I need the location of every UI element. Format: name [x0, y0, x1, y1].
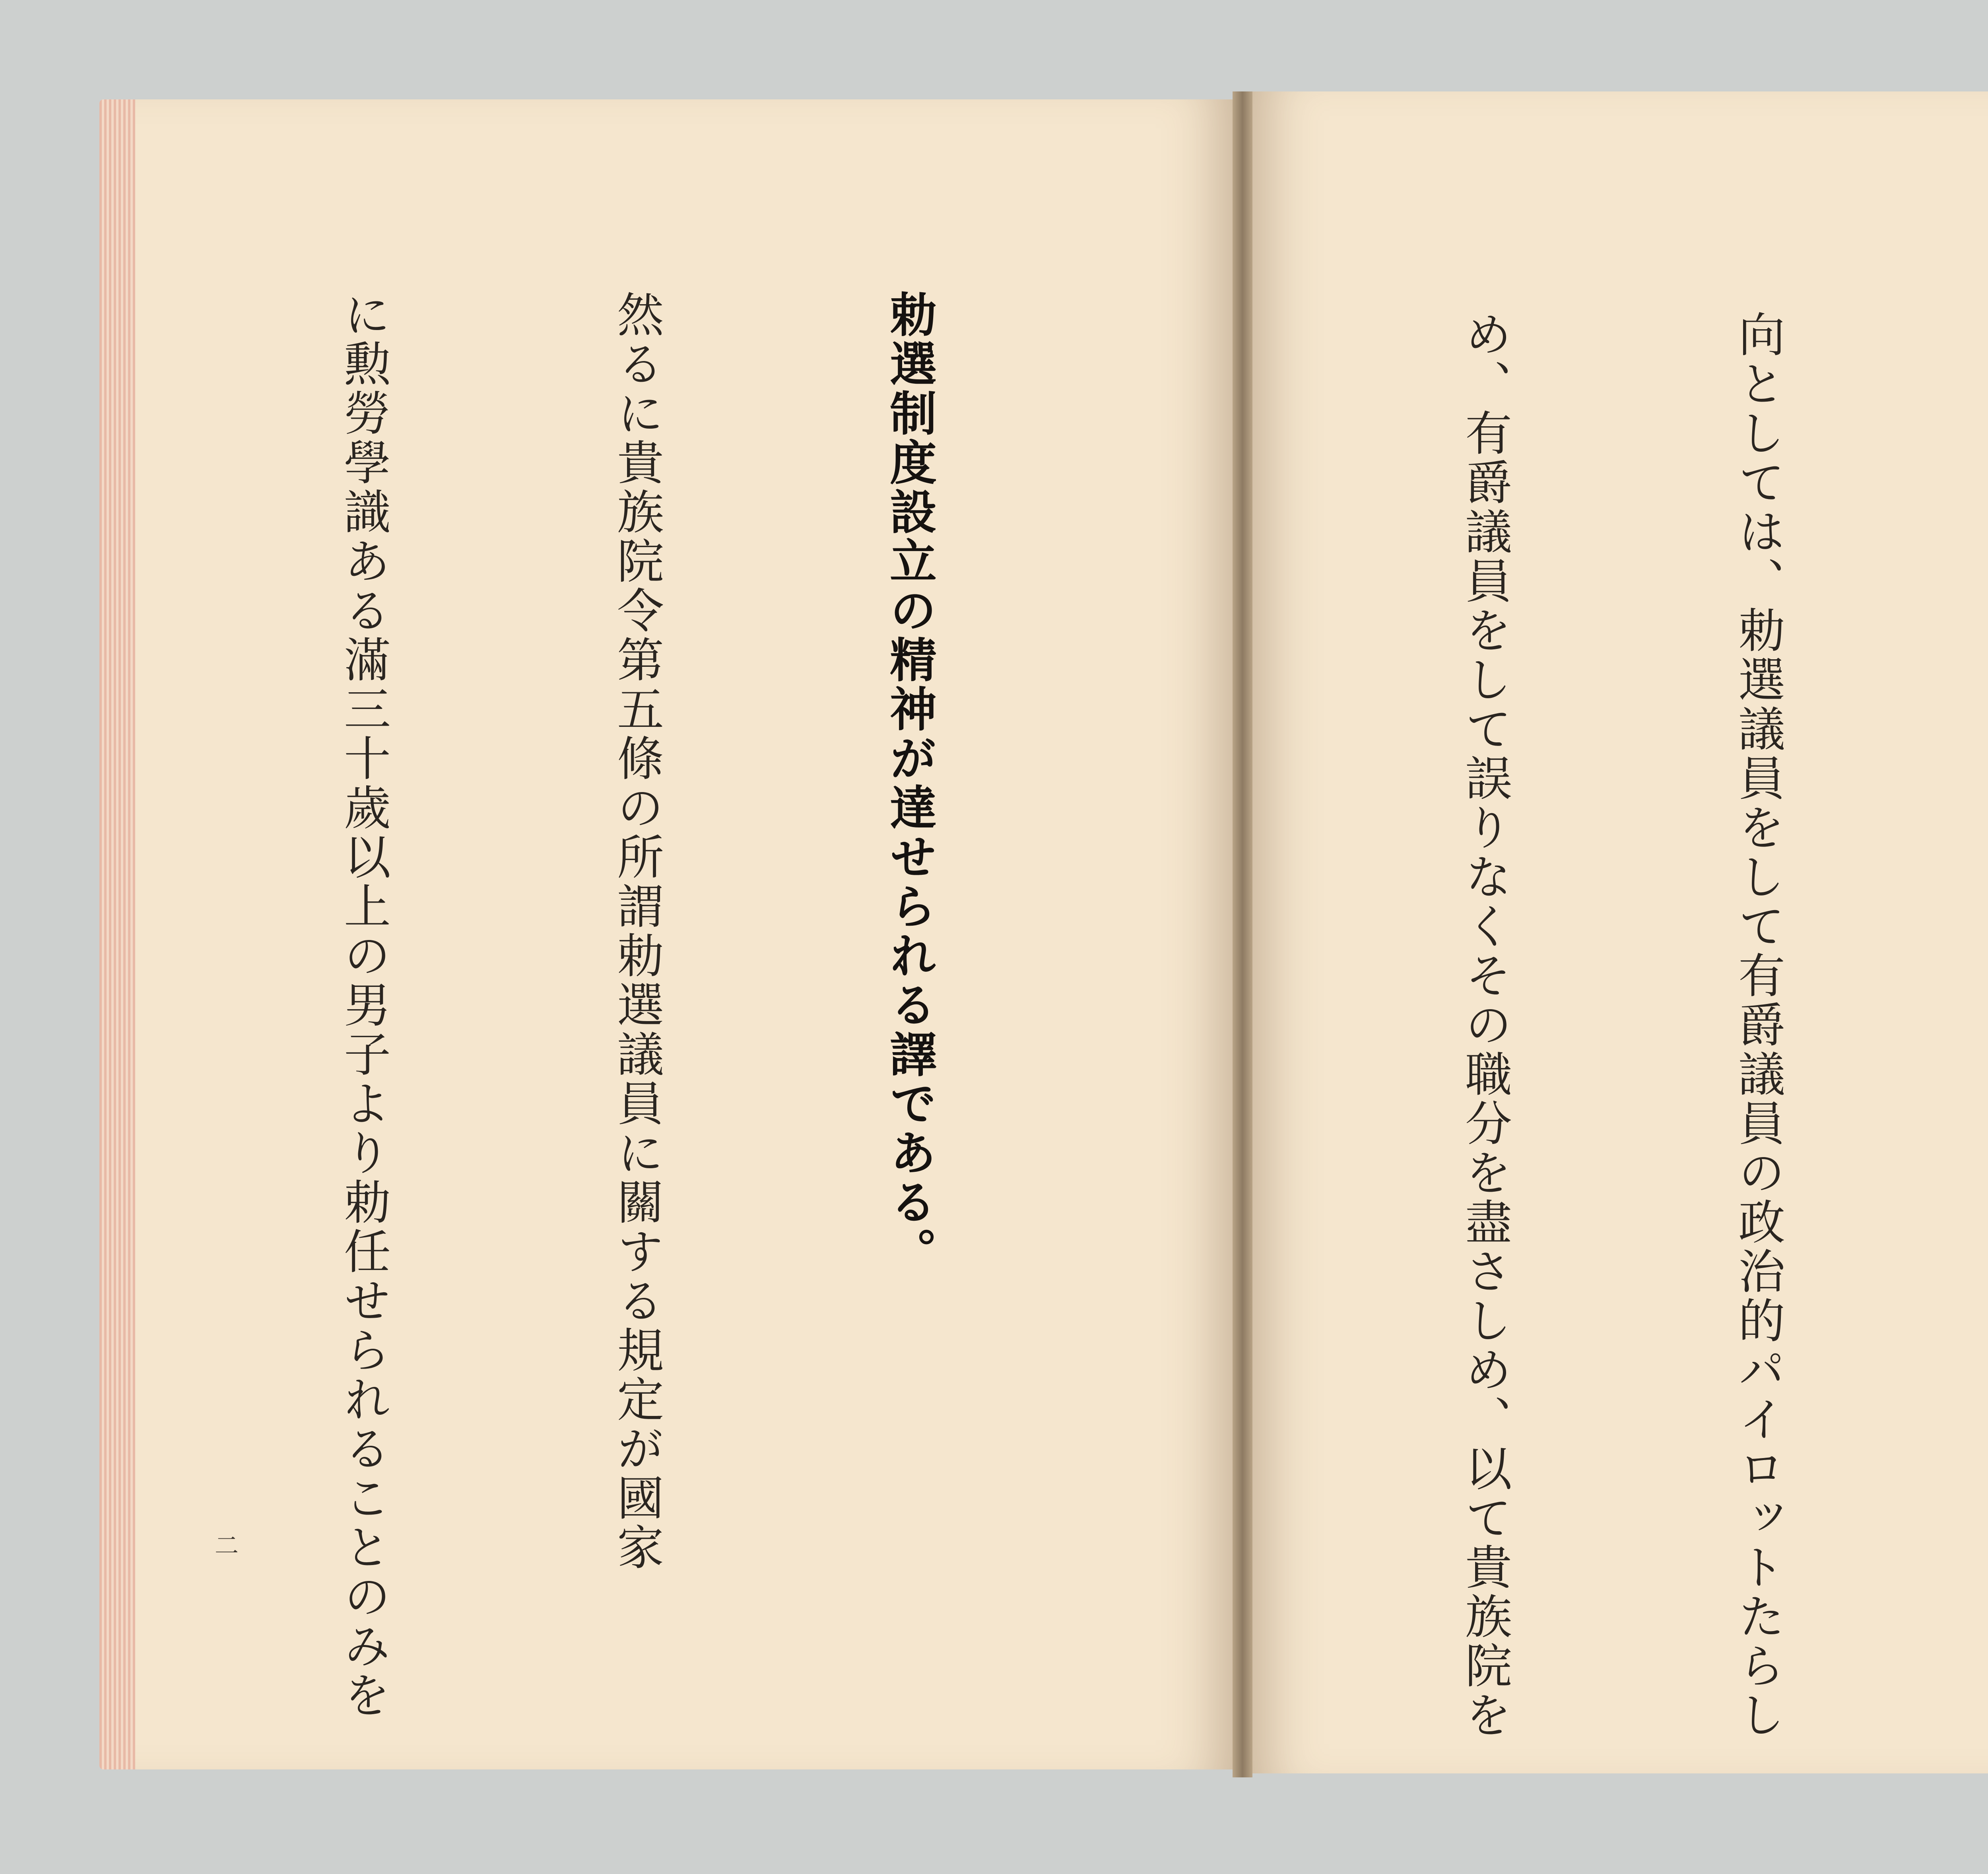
- text-column: 然るに貴族院令第五條の所謂勅選議員に關する規定が國家: [609, 290, 664, 1572]
- text-column: [1252, 310, 1257, 1662]
- right-page: [1252, 91, 1988, 1773]
- book-gutter: [1233, 91, 1252, 1777]
- text-column: [135, 290, 136, 1662]
- page-edges-left: [99, 99, 139, 1769]
- text-column: に勲勞學識ある滿三十歲以上の男子より勅任せられることのみを: [336, 290, 391, 1720]
- section-heading: 勅選制度設立の精神が達せられる譯である。: [882, 290, 937, 1276]
- right-page-text: [1252, 310, 1988, 1740]
- left-page-text: [135, 290, 1137, 1720]
- page-number-left: 二: [215, 1532, 239, 1560]
- text-column: [1985, 310, 1988, 1662]
- text-column: め、有爵議員をして誤りなくその職分を盡さしめ、以て貴族院を: [1457, 310, 1512, 1740]
- book-spread: [99, 91, 1988, 1777]
- text-column: 向としては、勅選議員をして有爵議員の政治的パイロットたらし: [1730, 310, 1785, 1740]
- left-page: [135, 99, 1233, 1769]
